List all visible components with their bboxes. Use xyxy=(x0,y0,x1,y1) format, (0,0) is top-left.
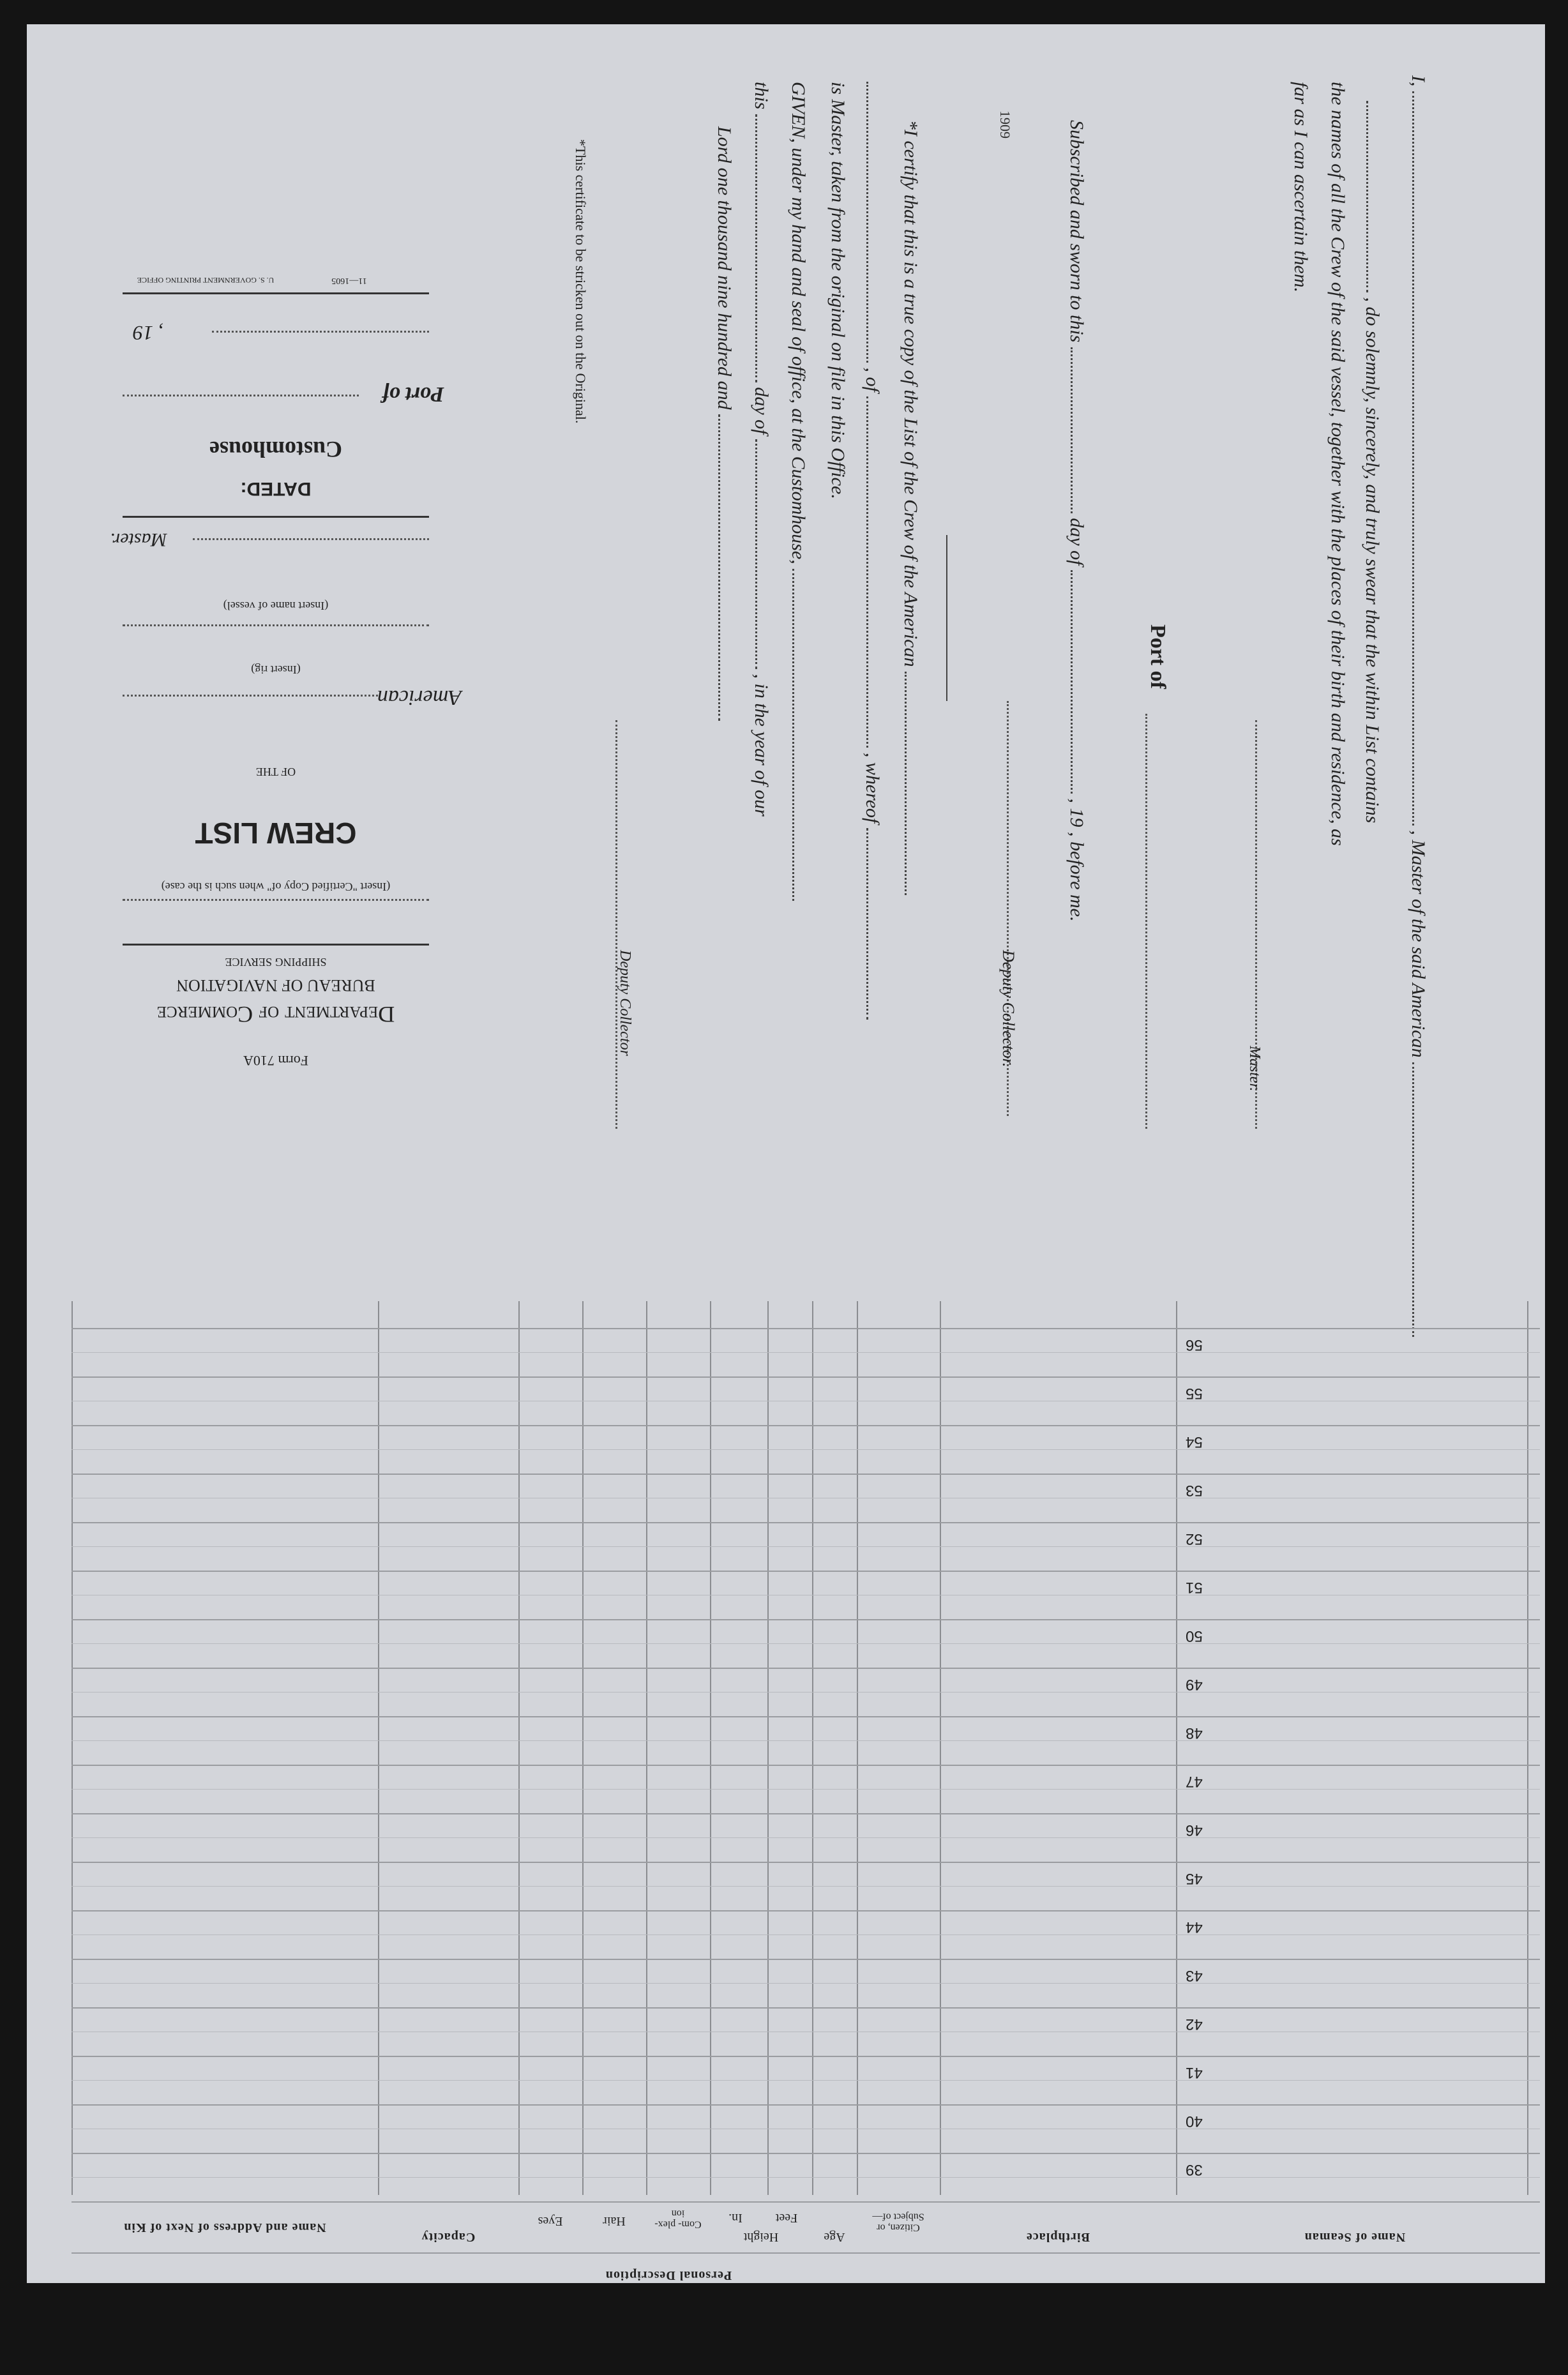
row-subline xyxy=(72,1352,1540,1353)
cert-line-1 xyxy=(900,120,924,895)
header-birthplace: Birthplace xyxy=(1026,2230,1090,2244)
row-subline xyxy=(72,2177,1540,2178)
certified-copy-note: (Insert "Certified Copy of" when such is the case) xyxy=(161,880,391,893)
cert-line-3: is Master, taken from the original on file in this Office. xyxy=(827,82,848,499)
row-subline xyxy=(72,1692,1540,1693)
row-subline xyxy=(72,1740,1540,1741)
header-capacity: Capacity xyxy=(421,2230,476,2244)
row-subline xyxy=(72,2080,1540,2081)
port-field[interactable] xyxy=(1145,714,1147,1129)
certified-copy-field[interactable] xyxy=(123,899,429,901)
cert-line-2 xyxy=(861,82,886,1020)
row-number: 48 xyxy=(1186,1724,1203,1742)
row-number: 53 xyxy=(1186,1482,1203,1499)
form-number: Form 710A xyxy=(243,1053,309,1069)
header-next-of-kin: Name and Address of Next of Kin xyxy=(123,2220,326,2235)
subscribed-line xyxy=(1066,120,1090,922)
subscribed-day-of: day of xyxy=(1066,518,1087,566)
cert-given-text: GIVEN, under my hand and seal of office, at the Customhouse, xyxy=(788,82,809,564)
cover-port-of-label: Port of xyxy=(382,382,444,406)
table-row[interactable] xyxy=(72,1425,1540,1426)
row-number: 44 xyxy=(1186,1919,1203,1936)
vessel-name-cover-field[interactable] xyxy=(123,624,429,626)
row-number: 52 xyxy=(1186,1530,1203,1548)
crew-list-form xyxy=(27,24,1545,2283)
cert-day-of: day of xyxy=(751,387,772,435)
oath-i: I, xyxy=(1408,75,1429,87)
table-row[interactable] xyxy=(72,1376,1540,1378)
row-subline xyxy=(72,1643,1540,1644)
subscribed-text: Subscribed and sworn to this xyxy=(1066,120,1087,343)
dated-label: DATED: xyxy=(240,478,312,499)
subscribed-day-field[interactable] xyxy=(1071,347,1090,513)
deputy-collector-label: Deputy Collector. xyxy=(999,950,1018,1067)
cert-line-5 xyxy=(750,82,774,817)
cert-whereof: , whereof xyxy=(862,752,883,824)
row-subline xyxy=(72,1934,1540,1935)
cert-in-year: , in the year of our xyxy=(751,674,772,817)
before-me-text: , 19 , before me. xyxy=(1066,798,1087,922)
header-feet: Feet xyxy=(775,2211,798,2225)
row-number: 55 xyxy=(1186,1385,1203,1402)
table-row[interactable] xyxy=(72,1765,1540,1766)
table-row[interactable] xyxy=(72,2056,1540,2057)
row-number: 54 xyxy=(1186,1433,1203,1451)
row-number: 50 xyxy=(1186,1627,1203,1645)
oath-swear-text: , do solemnly, sincerely, and truly swear that the within List contains xyxy=(1362,297,1383,824)
cert-footnote: *This certificate to be stricken out on the Original. xyxy=(573,139,589,424)
row-number: 45 xyxy=(1186,1870,1203,1887)
row-subline xyxy=(72,1837,1540,1838)
margin-mark: 1909 xyxy=(997,110,1013,139)
cover-master-label: Master. xyxy=(110,529,167,550)
master-name-field[interactable] xyxy=(1412,91,1431,826)
table-row[interactable] xyxy=(72,1862,1540,1863)
oath-line-3: the names of all the Crew of the said vessel, together with the places of their birth and residence, as xyxy=(1327,82,1348,846)
insert-rig-note: (Insert rig) xyxy=(251,663,301,676)
cert-text-1: *I certify that this is a true copy of the List of the Crew of the American xyxy=(900,120,921,667)
cert-master-field[interactable] xyxy=(866,828,886,1020)
cert-line-6 xyxy=(713,126,737,721)
table-row[interactable] xyxy=(72,2007,1540,2009)
row-number: 41 xyxy=(1186,2064,1203,2081)
cover-date-field[interactable] xyxy=(212,331,429,333)
cover-port-field[interactable] xyxy=(123,395,359,396)
oath-line-4: far as I can ascertain them. xyxy=(1290,82,1311,292)
row-number: 42 xyxy=(1186,2016,1203,2033)
table-row[interactable] xyxy=(72,1959,1540,1960)
table-row[interactable] xyxy=(72,1910,1540,1911)
table-row[interactable] xyxy=(72,2153,1540,2154)
oath-line-1 xyxy=(1407,75,1431,1337)
header-height: Height xyxy=(743,2230,779,2244)
header-citizen: Citizen, or Subject of— xyxy=(872,2211,924,2233)
table-row[interactable] xyxy=(72,1668,1540,1669)
row-number: 49 xyxy=(1186,1676,1203,1693)
row-number: 56 xyxy=(1186,1336,1203,1353)
header-inches: In. xyxy=(728,2211,743,2225)
table-row[interactable] xyxy=(72,1474,1540,1475)
customhouse-label: Customhouse xyxy=(209,437,343,462)
row-subline xyxy=(72,1449,1540,1450)
cert-day-field[interactable] xyxy=(755,114,774,382)
cert-this: this xyxy=(751,82,772,110)
department-name: Department of Commerce xyxy=(156,1002,395,1027)
master-label: Master. xyxy=(1246,1046,1263,1092)
cover-rule-3 xyxy=(123,292,429,294)
cert-year-field[interactable] xyxy=(718,414,737,721)
of-the-label: OF THE xyxy=(255,765,296,778)
crew-ledger xyxy=(72,1301,1540,2282)
print-code: 11—1605 xyxy=(331,276,367,285)
row-subline xyxy=(72,1789,1540,1790)
oath-line-2 xyxy=(1361,101,1385,823)
header-name-of-seaman: Name of Seaman xyxy=(1304,2230,1406,2244)
rig-field[interactable] xyxy=(123,695,378,697)
shipping-service: SHIPPING SERVICE xyxy=(225,956,327,969)
subscribed-month-field[interactable] xyxy=(1071,570,1090,794)
table-row[interactable] xyxy=(72,1328,1540,1329)
table-row[interactable] xyxy=(72,1813,1540,1814)
table-row[interactable] xyxy=(72,1716,1540,1717)
cert-month-field[interactable] xyxy=(755,439,774,669)
row-number: 51 xyxy=(1186,1579,1203,1596)
row-subline xyxy=(72,1546,1540,1547)
table-row[interactable] xyxy=(72,1522,1540,1523)
row-subline xyxy=(72,1983,1540,1984)
oath-master-of: , Master of the said American xyxy=(1408,830,1429,1058)
cert-of: , of xyxy=(862,367,883,392)
cert-line-4 xyxy=(787,82,811,901)
cert-lord-text: Lord one thousand nine hundred and xyxy=(714,126,735,410)
separator-rule xyxy=(946,535,947,701)
row-number: 47 xyxy=(1186,1773,1203,1790)
header-complexion: Com- plex- ion xyxy=(654,2208,702,2230)
row-number: 46 xyxy=(1186,1821,1203,1839)
cert-customhouse-field[interactable] xyxy=(792,569,811,901)
cert-name-field[interactable] xyxy=(866,82,886,363)
printer-line: U. S. GOVERNMENT PRINTING OFFICE xyxy=(137,276,275,285)
cert-deputy-collector-label: Deputy Collector xyxy=(617,950,633,1056)
cert-vessel-field[interactable] xyxy=(905,672,924,895)
american-label: American xyxy=(377,686,462,709)
cert-port-field[interactable] xyxy=(866,396,886,748)
insert-vessel-note: (Insert name of vessel) xyxy=(223,599,329,612)
table-row[interactable] xyxy=(72,1571,1540,1572)
table-row[interactable] xyxy=(72,2104,1540,2106)
header-hair: Hair xyxy=(603,2214,626,2228)
cover-rule-1 xyxy=(123,944,429,946)
port-of-label: Port of xyxy=(1146,624,1170,690)
cover-year-label: , 19 xyxy=(133,322,163,345)
table-row[interactable] xyxy=(72,1619,1540,1620)
cert-deputy-signature-line[interactable] xyxy=(615,720,617,1129)
cover-master-field[interactable] xyxy=(193,538,429,540)
row-number: 39 xyxy=(1186,2161,1203,2178)
row-number: 43 xyxy=(1186,1967,1203,1984)
row-number: 40 xyxy=(1186,2113,1203,2130)
header-eyes: Eyes xyxy=(538,2214,563,2228)
cover-rule-2 xyxy=(123,516,429,518)
crew-list-title: CREW LIST xyxy=(195,817,357,850)
header-age: Age xyxy=(824,2230,845,2244)
bureau-name: BUREAU OF NAVIGATION xyxy=(176,976,375,995)
row-subline xyxy=(72,1886,1540,1887)
vessel-rig-field[interactable] xyxy=(1412,1062,1431,1337)
vessel-name-field[interactable] xyxy=(1366,101,1385,292)
header-personal-description: Personal Description xyxy=(605,2268,732,2282)
